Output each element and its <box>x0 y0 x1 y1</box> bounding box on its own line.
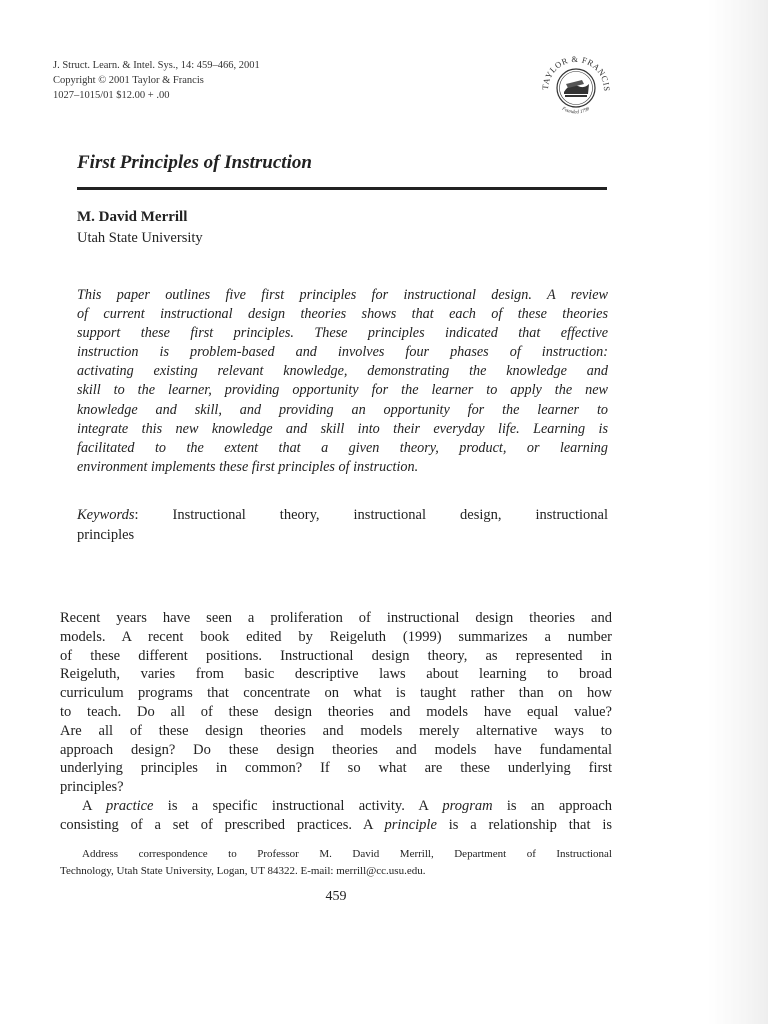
term-principle: principle <box>384 816 437 833</box>
term-program: program <box>442 797 493 814</box>
author-affiliation: Utah State University <box>77 230 203 246</box>
keywords-line <box>77 505 608 525</box>
body-line: of these different positions. Instructional design theory, as represented in <box>60 647 612 664</box>
page-edge-shadow <box>708 0 768 1024</box>
abstract-line: integrate this new knowledge and skill into their everyday life. Learning is <box>77 420 608 437</box>
body-line: to teach. Do all of these design theories and models have equal value? <box>60 703 612 720</box>
abstract-line: instruction is problem-based and involves four phases of instruction: <box>77 344 608 361</box>
abstract-line: environment implements these first principles of instruction. <box>77 458 419 475</box>
abstract-line: knowledge and skill, and providing an opportunity for the learner to <box>77 401 608 418</box>
abstract-line: skill to the learner, providing opportunity for the learner to apply the new <box>77 382 608 399</box>
article-title: First Principles of Instruction <box>77 152 312 173</box>
body-line: underlying principles in common? If so what are these underlying first <box>60 760 612 777</box>
abstract-line: facilitated to the extent that a given theory, product, or learning <box>77 439 608 456</box>
abstract-line: support these first principles. These principles indicated that effective <box>77 325 608 342</box>
body-line: Recent years have seen a proliferation of instructional design theories and <box>60 610 612 626</box>
body-text <box>60 609 612 835</box>
footnote-line: Technology, Utah State University, Logan, UT 84322. E-mail: merrill@cc.usu.edu. <box>60 865 426 877</box>
body-line: models. A recent book edited by Reigeluth (1999) summarizes a number <box>60 628 612 645</box>
footnote-line: Address correspondence to Professor M. David Merrill, Department of Instructional <box>82 848 612 860</box>
citation-block <box>53 58 260 103</box>
abstract <box>77 286 608 477</box>
seal-arc-text: TAYLOR & FRANCIS <box>539 53 613 92</box>
body-line <box>60 797 612 816</box>
body-text-run: is an approach <box>492 797 612 814</box>
author-name: M. David Merrill <box>77 209 188 225</box>
publisher-seal-logo <box>534 44 618 128</box>
seal-founded-text: Founded 1798 <box>560 106 591 116</box>
journal-line: J. Struct. Learn. & Intel. Sys., 14: 459–466, 2001 <box>53 60 260 71</box>
keywords-text: : Instructional theory, instructional design, instructional <box>134 507 608 523</box>
body-line: curriculum programs that concentrate on what is taught rather than on how <box>60 685 612 702</box>
keywords-line: principles <box>77 527 135 543</box>
correspondence-footnote <box>60 846 612 880</box>
body-line: approach design? Do these design theories and models have fundamental <box>60 741 612 758</box>
body-line: Reigeluth, varies from basic descriptive laws about learning to broad <box>60 666 612 683</box>
body-line: principles? <box>60 779 124 796</box>
body-text-run: A <box>82 797 106 814</box>
body-text-run: is a relationship that is <box>436 816 612 833</box>
keywords-label: Keywords <box>77 507 135 523</box>
body-text-run: is a specific instructional activity. A <box>153 797 443 814</box>
term-practice: practice <box>105 797 154 814</box>
issn-line: 1027–1015/01 $12.00 + .00 <box>53 90 170 101</box>
abstract-line: activating existing relevant knowledge, demonstrating the knowledge and <box>77 363 608 380</box>
body-line: Are all of these design theories and models merely alternative ways to <box>60 722 612 739</box>
copyright-line: Copyright © 2001 Taylor & Francis <box>53 75 204 86</box>
abstract-line: of current instructional design theories shows that each of these theories <box>77 306 608 323</box>
title-rule <box>77 187 607 190</box>
keywords-block <box>77 505 608 545</box>
body-text-run: consisting of a set of prescribed practices. A <box>60 816 385 833</box>
page-number: 459 <box>325 889 347 904</box>
abstract-line: This paper outlines five first principles for instructional design. A review <box>77 287 608 303</box>
body-line <box>60 816 612 835</box>
